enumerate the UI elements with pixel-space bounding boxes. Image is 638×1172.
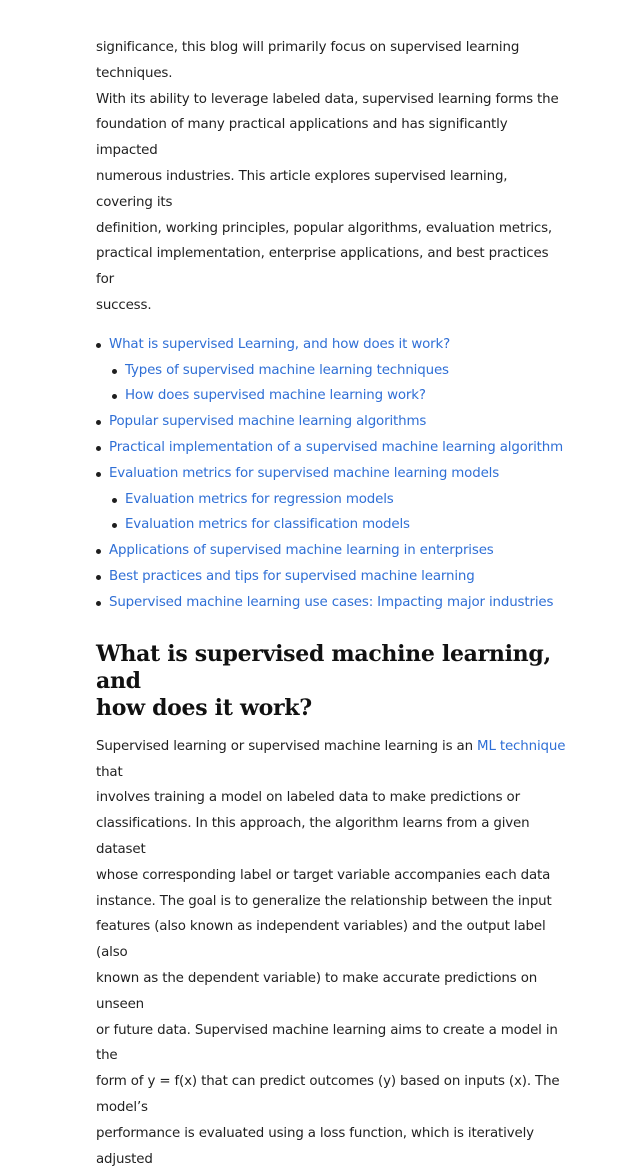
- toc-item: [96, 568, 566, 594]
- intro-line: With its ability to leverage labeled data, supervised learning forms the: [96, 91, 559, 107]
- toc-link[interactable]: How does supervised machine learning work?: [125, 388, 426, 404]
- bullet-icon: [96, 601, 101, 606]
- toc-link[interactable]: Practical implementation of a supervised machine learning algorithm: [109, 439, 563, 455]
- bullet-icon: [96, 575, 101, 580]
- article-content: [96, 35, 566, 1172]
- toc-item: [96, 516, 566, 542]
- toc-link[interactable]: Evaluation metrics for supervised machine learning models: [109, 465, 500, 481]
- toc-link[interactable]: Evaluation metrics for classification models: [125, 517, 410, 533]
- bullet-icon: [112, 394, 117, 399]
- toc-link[interactable]: What is supervised Learning, and how does it work?: [109, 336, 451, 352]
- bullet-icon: [112, 523, 117, 528]
- ml-technique-link[interactable]: ML technique: [477, 738, 566, 754]
- bullet-icon: [96, 343, 101, 348]
- paragraph-text: Supervised learning or supervised machine learning is an: [96, 738, 478, 754]
- bullet-icon: [96, 549, 101, 554]
- paragraph-line: involves training a model on labeled data to make predictions or: [96, 790, 520, 806]
- toc-item: [96, 491, 566, 517]
- bullet-icon: [112, 369, 117, 374]
- intro-line: foundation of many practical applications and has significantly impacted: [96, 117, 508, 159]
- intro-line: definition, working principles, popular algorithms, evaluation metrics,: [96, 220, 553, 236]
- paragraph-line: or future data. Supervised machine learning aims to create a model in the: [96, 1022, 558, 1064]
- paragraph-line: classifications. In this approach, the algorithm learns from a given dataset: [96, 816, 530, 857]
- toc-item: [96, 362, 566, 388]
- toc-item: [96, 439, 566, 465]
- toc-item: [96, 465, 566, 491]
- toc-item: [96, 594, 566, 620]
- paragraph-line: instance. The goal is to generalize the relationship between the input: [96, 893, 552, 909]
- toc-item: [96, 542, 566, 568]
- toc-link[interactable]: Types of supervised machine learning techniques: [125, 362, 449, 378]
- paragraph-line: form of y = f(x) that can predict outcomes (y) based on inputs (x). The model’s: [96, 1074, 560, 1115]
- paragraph-line: known as the dependent variable) to make accurate predictions on unseen: [96, 970, 538, 1012]
- heading-line: how does it work?: [96, 694, 312, 721]
- paragraph-line: features (also known as independent variables) and the output label (also: [96, 919, 546, 961]
- section-paragraph: [96, 734, 566, 1172]
- intro-line: significance, this blog will primarily focus on supervised learning techniques.: [96, 40, 520, 81]
- table-of-contents: [96, 336, 566, 620]
- toc-link[interactable]: Best practices and tips for supervised machine learning: [109, 568, 475, 584]
- toc-item: [96, 336, 566, 362]
- paragraph-text: that: [96, 764, 123, 780]
- bullet-icon: [96, 472, 101, 477]
- bullet-icon: [96, 420, 101, 425]
- intro-line: success.: [96, 297, 152, 313]
- heading-line: What is supervised machine learning, and: [96, 640, 551, 694]
- bullet-icon: [112, 498, 117, 503]
- bullet-icon: [96, 446, 101, 451]
- toc-item: [96, 387, 566, 413]
- toc-link[interactable]: Supervised machine learning use cases: Impacting major industries: [109, 594, 554, 610]
- intro-line: practical implementation, enterprise applications, and best practices for: [96, 246, 549, 288]
- intro-line: numerous industries. This article explores supervised learning, covering its: [96, 168, 508, 210]
- paragraph-line: whose corresponding label or target variable accompanies each data: [96, 867, 551, 883]
- section-heading: [96, 641, 566, 722]
- intro-paragraph: [96, 35, 566, 319]
- toc-link[interactable]: Applications of supervised machine learning in enterprises: [109, 542, 494, 558]
- toc-link[interactable]: Evaluation metrics for regression models: [125, 491, 394, 507]
- paragraph-line: performance is evaluated using a loss function, which is iteratively adjusted: [96, 1125, 534, 1167]
- toc-link[interactable]: Popular supervised machine learning algorithms: [109, 413, 427, 429]
- toc-item: [96, 413, 566, 439]
